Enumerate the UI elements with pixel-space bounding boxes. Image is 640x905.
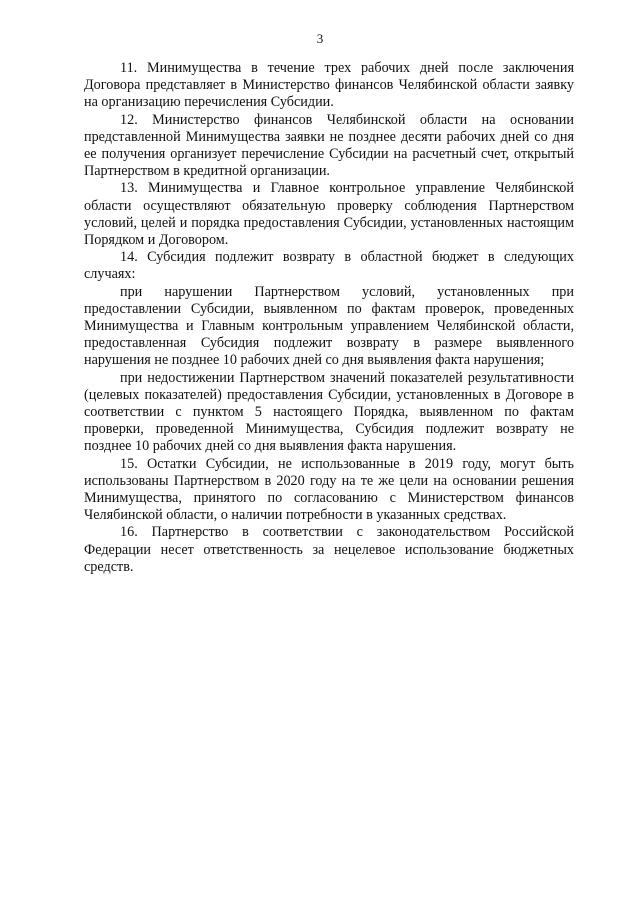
paragraph-15: 15. Остатки Субсидии, не использованные в 2019 году, могут быть использованы Партнерством в 2020 году на те же цели на основании решения Минимущества, принятого по согласованию с Министерством финансов Челябинской области, о наличии потребности в указанных средствах. <box>84 455 574 524</box>
paragraph-13: 13. Минимущества и Главное контрольное управление Челябинской области осуществляют обязательную проверку соблюдения Партнерством условий, целей и порядка предоставления Субсидии, установленных настоящим Порядком и Договором. <box>84 180 574 249</box>
paragraph-14-case-violation: при нарушении Партнерством условий, установленных при предоставлении Субсидии, выявленном по фактам проверок, проведенных Минимущества и Главным контрольным управлением Челябинской области, предоставленная Субсидия подлежит возврату в размере выявленного нарушения не позднее 10 рабочих дней со дня выявления факта нарушения; <box>84 283 574 369</box>
paragraph-16: 16. Партнерство в соответствии с законодательством Российской Федерации несет ответственность за нецелевое использование бюджетных средств. <box>84 524 574 575</box>
document-body <box>84 60 574 576</box>
paragraph-14-case-indicators: при недостижении Партнерством значений показателей результативности (целевых показателей) предоставления Субсидии, установленных в Договоре в соответствии с пунктом 5 настоящего Порядка, выявленном по фактам проверки, проведенной Минимущества, Субсидия подлежит возврату не позднее 10 рабочих дней со дня выявления факта нарушения. <box>84 369 574 455</box>
page-number: 3 <box>316 31 324 46</box>
paragraph-12: 12. Министерство финансов Челябинской области на основании представленной Минимущества заявки не позднее десяти рабочих дней со дня ее получения организует перечисление Субсидии на расчетный счет, открытый Партнерством в кредитной организации. <box>84 111 574 180</box>
paragraph-11: 11. Минимущества в течение трех рабочих дней после заключения Договора представляет в Министерство финансов Челябинской области заявку на организацию перечисления Субсидии. <box>84 60 574 111</box>
paragraph-14: 14. Субсидия подлежит возврату в областной бюджет в следующих случаях: <box>84 249 574 283</box>
